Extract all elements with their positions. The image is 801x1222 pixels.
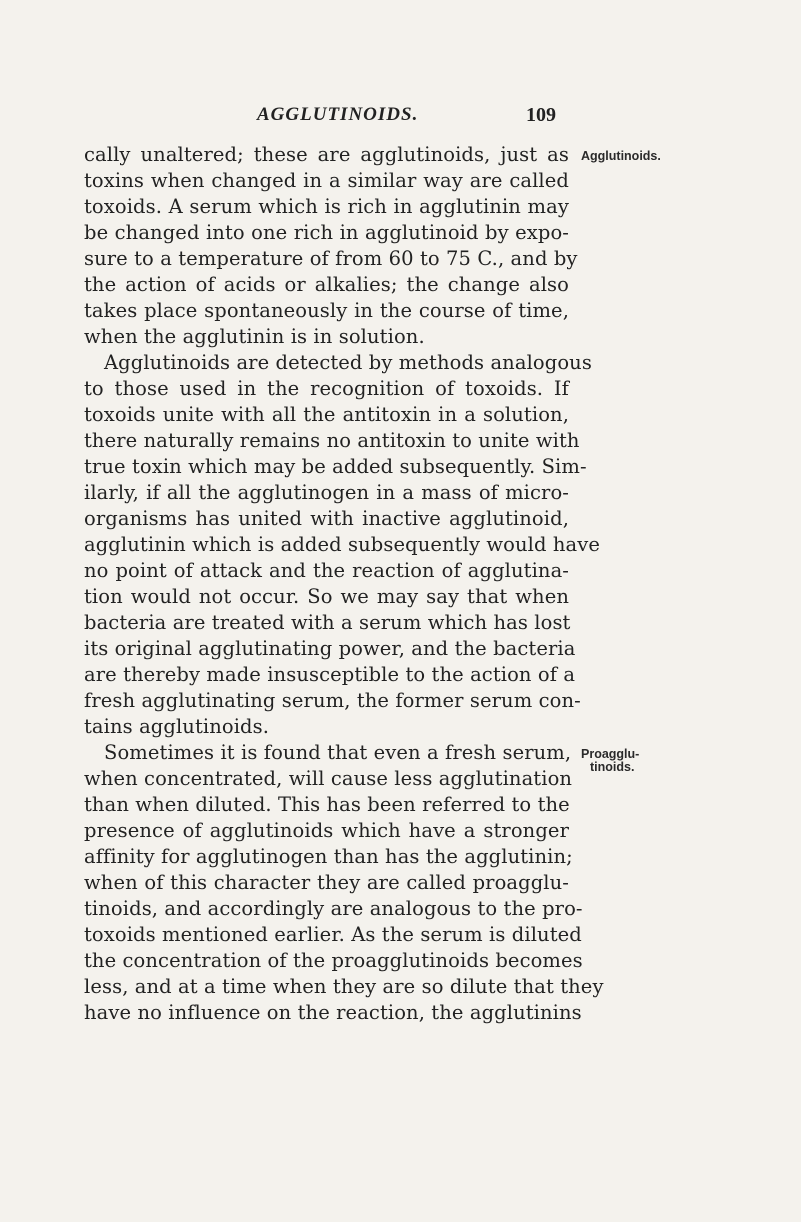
text-line: bacteria are treated with a serum which has lost	[84, 611, 571, 634]
text-line: than when diluted. This has been referred to the	[84, 793, 570, 816]
text-line: to those used in the recognition of toxoids. If	[84, 377, 569, 400]
text-line: no point of attack and the reaction of agglutina-	[84, 559, 569, 582]
text-line: presence of agglutinoids which have a stronger	[84, 819, 569, 842]
text-line: Agglutinoids are detected by methods analogous	[104, 351, 592, 374]
text-line: be changed into one rich in agglutinoid by expo-	[84, 221, 569, 244]
text-line: fresh agglutinating serum, the former serum con-	[84, 689, 581, 712]
text-line: when concentrated, will cause less agglutination	[84, 767, 573, 790]
text-line: toxoids unite with all the antitoxin in a solution,	[84, 403, 569, 426]
text-line: cally unaltered; these are agglutinoids, just as	[84, 143, 569, 166]
margin-note-proagglutinoids-line1: Proagglu-	[581, 747, 640, 761]
text-line: ilarly, if all the agglutinogen in a mass of micro-	[84, 481, 569, 504]
text-line: tion would not occur. So we may say that when	[84, 585, 569, 608]
margin-note-proagglutinoids-line2: tinoids.	[590, 760, 635, 774]
page-number: 109	[526, 104, 556, 126]
text-line: toxins when changed in a similar way are called	[84, 169, 569, 192]
text-line: when of this character they are called proagglu-	[84, 871, 569, 894]
text-line: tains agglutinoids.	[84, 715, 270, 738]
text-line: toxoids mentioned earlier. As the serum is diluted	[84, 923, 582, 946]
running-title: AGGLUTINOIDS.	[257, 104, 419, 125]
text-line: the action of acids or alkalies; the change also	[84, 273, 569, 296]
text-line: its original agglutinating power, and the bacteria	[84, 637, 576, 660]
text-line: Sometimes it is found that even a fresh serum,	[104, 741, 572, 764]
text-line: less, and at a time when they are so dilute that they	[84, 975, 604, 998]
margin-note-agglutinoids: Agglutinoids.	[581, 149, 661, 163]
text-line: sure to a temperature of from 60 to 75 C., and by	[84, 247, 578, 270]
running-head	[0, 104, 801, 130]
text-line: there naturally remains no antitoxin to unite with	[84, 429, 580, 452]
text-line: are thereby made insusceptible to the action of a	[84, 663, 576, 686]
text-line: the concentration of the proagglutinoids becomes	[84, 949, 583, 972]
text-line: takes place spontaneously in the course of time,	[84, 299, 569, 322]
text-line: toxoids. A serum which is rich in agglutinin may	[84, 195, 569, 218]
text-line: tinoids, and accordingly are analogous to the pro-	[84, 897, 583, 920]
text-line: when the agglutinin is in solution.	[84, 325, 425, 348]
text-line: true toxin which may be added subsequently. Sim-	[84, 455, 587, 478]
text-line: organisms has united with inactive agglutinoid,	[84, 507, 569, 530]
text-line: have no influence on the reaction, the agglutinins	[84, 1001, 582, 1024]
text-line: agglutinin which is added subsequently would have	[84, 533, 601, 556]
text-line: affinity for agglutinogen than has the agglutinin;	[84, 845, 573, 868]
